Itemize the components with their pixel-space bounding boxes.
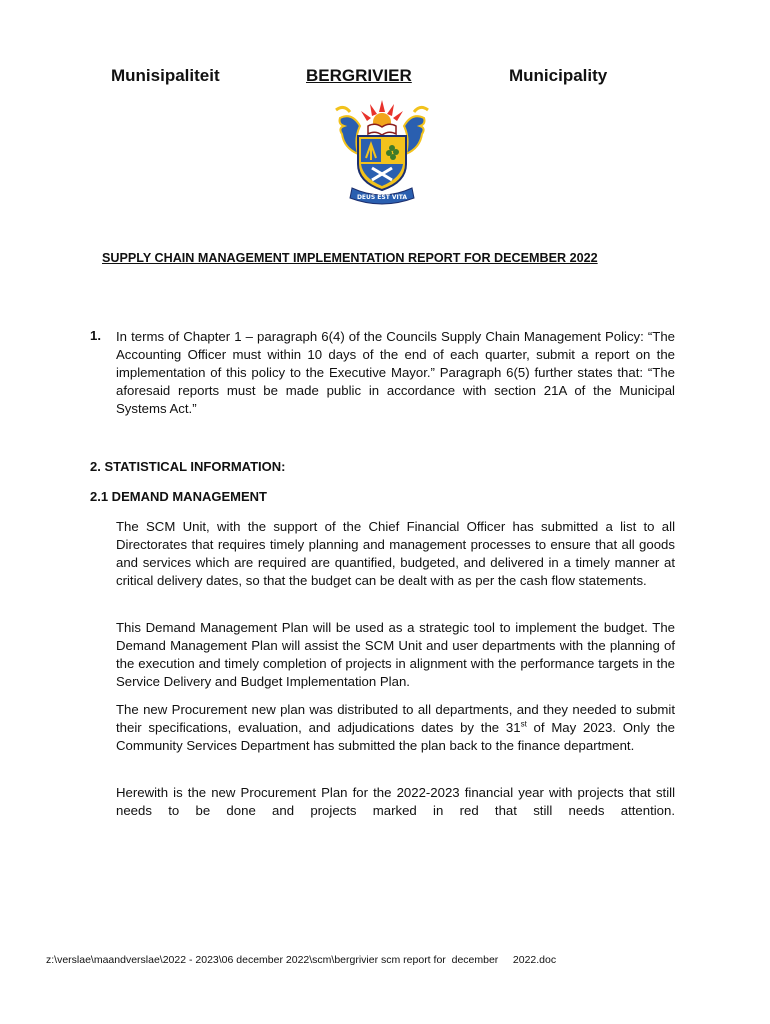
ordinal-suffix: st: [520, 719, 527, 729]
report-title: SUPPLY CHAIN MANAGEMENT IMPLEMENTATION REPORT FOR DECEMBER 2022: [102, 251, 598, 265]
header-right: Municipality: [509, 66, 608, 85]
paragraph-3-text-b: of May 2023. Only the Community Services Department has submitted the plan back to the finance department.: [116, 720, 675, 753]
demand-management-paragraph-2: This Demand Management Plan will be used as a strategic tool to implement the budget. The Demand Management Plan will assist the SCM Unit and user departments with the planning of the execution and timely completion of projects in alignment with the performance targets in the Service Delivery and Budget Implementation Plan.: [116, 620, 675, 689]
section-1-number: 1.: [90, 328, 101, 343]
demand-management-paragraph-4: Herewith is the new Procurement Plan for the 2022-2023 financial year with projects that still needs to be done and projects marked in red that still needs attention.: [116, 785, 675, 818]
file-path-footer: z:\verslae\maandverslae\2022 - 2023\06 december 2022\scm\bergrivier scm report for december 2022.doc: [46, 954, 557, 966]
paragraph-3-text-a: The new Procurement new plan was distributed to all departments, and they needed to submit their specifications, evaluation, and adjudications dates by the 31: [116, 702, 675, 735]
crest-motto: DEUS EST VITA: [356, 194, 408, 201]
section-2-1-heading: 2.1 DEMAND MANAGEMENT: [90, 489, 267, 504]
header-municipality-name: BERGRIVIER: [306, 66, 412, 85]
demand-management-paragraph-3: [116, 701, 675, 755]
demand-management-paragraph-1: The SCM Unit, with the support of the Chief Financial Officer has submitted a list to all Directorates that requires timely planning and management processes to ensure that all goods and services which are required are quantified, budgeted, and delivered in a timely manner at critical delivery dates, so that the budget can be dealt with as per the cash flow statements.: [116, 519, 675, 588]
municipal-crest-icon: [330, 98, 434, 206]
section-1-paragraph: In terms of Chapter 1 – paragraph 6(4) of the Councils Supply Chain Management Policy: “The Accounting Officer must within 10 days of the end of each quarter, submit a report on the implementation of this policy to the Executive Mayor.” Paragraph 6(5) further states that: “The aforesaid reports must be made public in accordance with section 21A of the Municipal Systems Act.”: [116, 329, 675, 416]
section-2-heading: 2. STATISTICAL INFORMATION:: [90, 459, 286, 474]
header-left: Munisipaliteit: [111, 66, 220, 85]
